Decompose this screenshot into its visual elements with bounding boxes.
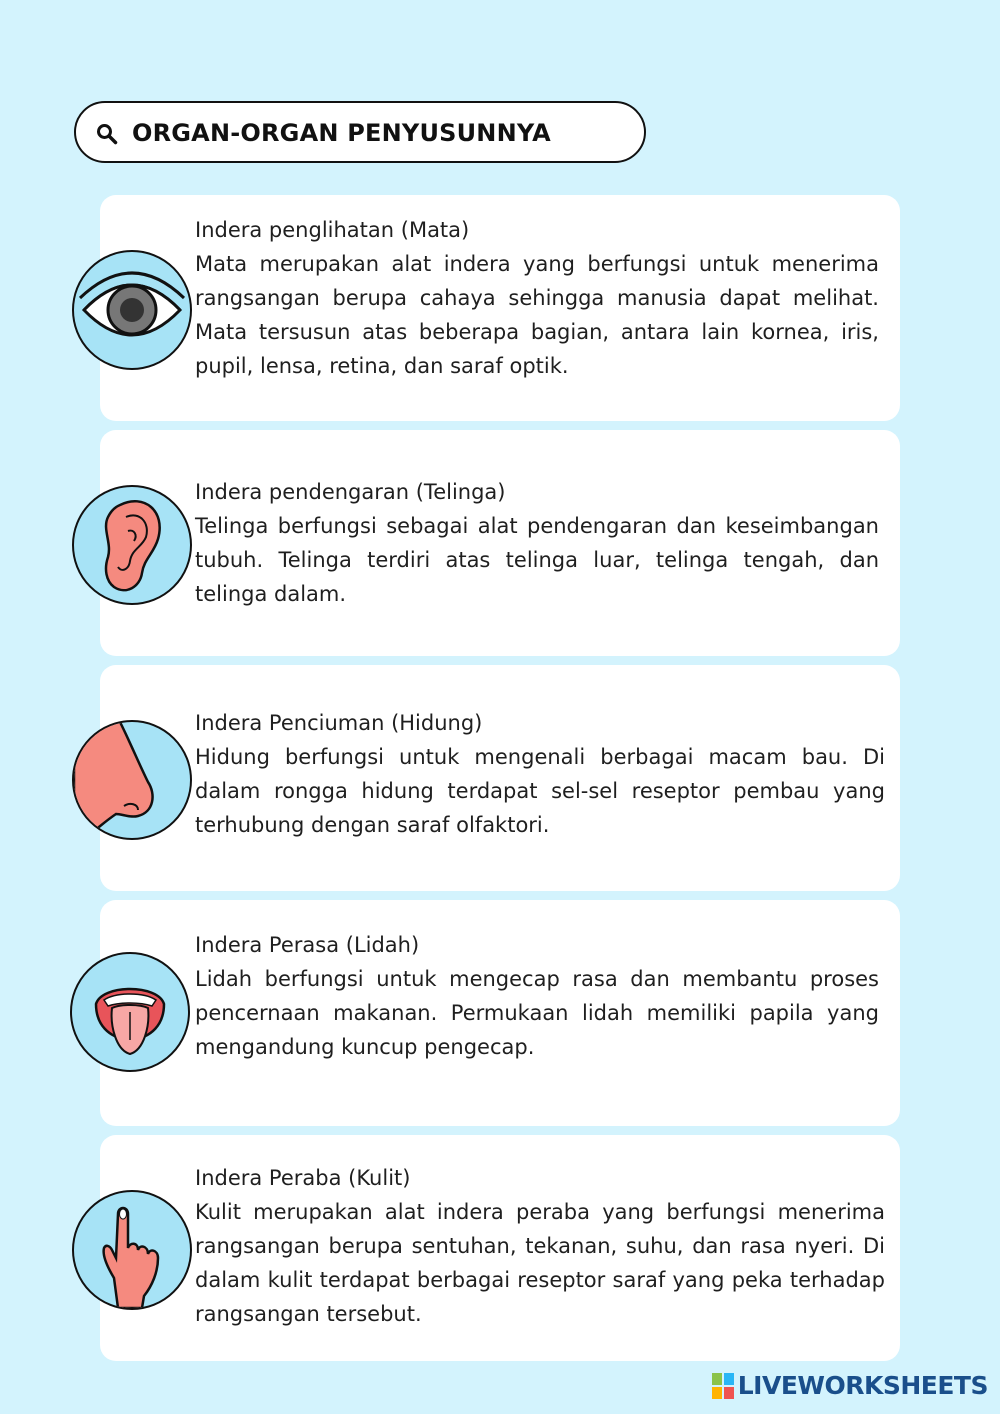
card-finger-body: Kulit merupakan alat indera peraba yang berfungsi menerima rangsangan berupa sentuhan, tekanan, suhu, dan rasa nyeri. Di dalam kulit terdapat berbagai reseptor saraf yang peka terhadap rangsangan tersebut. — [195, 1200, 885, 1326]
page-title: ORGAN-ORGAN PENYUSUNNYA — [132, 119, 551, 147]
brand-logo-mark — [712, 1373, 734, 1399]
search-icon — [96, 123, 118, 145]
section-title-pill — [74, 101, 646, 163]
card-nose-text — [195, 706, 885, 842]
ear-icon — [72, 485, 192, 605]
card-ear-heading: Indera pendengaran (Telinga) — [195, 480, 506, 504]
eye-icon — [72, 250, 192, 370]
nose-icon — [72, 720, 192, 840]
card-tongue-text — [195, 928, 879, 1064]
card-eye-body: Mata merupakan alat indera yang berfungsi untuk menerima rangsangan berupa cahaya sehingga manusia dapat melihat. Mata tersusun atas beberapa bagian, antara lain kornea, iris, pupil, lensa, retina, dan saraf optik. — [195, 252, 879, 378]
card-eye-text — [195, 213, 879, 383]
brand-name: LIVEWORKSHEETS — [737, 1371, 988, 1400]
card-nose-body: Hidung berfungsi untuk mengenali berbagai macam bau. Di dalam rongga hidung terdapat sel-sel reseptor pembau yang terhubung dengan saraf olfaktori. — [195, 745, 885, 837]
card-tongue-body: Lidah berfungsi untuk mengecap rasa dan membantu proses pencernaan makanan. Permukaan lidah memiliki papila yang mengandung kuncup pengecap. — [195, 967, 879, 1059]
brand-logo — [712, 1371, 988, 1400]
card-ear-text — [195, 475, 879, 611]
tongue-icon — [70, 952, 190, 1072]
finger-icon — [72, 1190, 192, 1310]
card-finger-text — [195, 1161, 885, 1331]
card-nose-heading: Indera Penciuman (Hidung) — [195, 711, 483, 735]
card-tongue-heading: Indera Perasa (Lidah) — [195, 933, 420, 957]
card-ear-body: Telinga berfungsi sebagai alat pendengaran dan keseimbangan tubuh. Telinga terdiri atas telinga luar, telinga tengah, dan telinga dalam. — [195, 514, 879, 606]
card-finger-heading: Indera Peraba (Kulit) — [195, 1166, 411, 1190]
card-eye-heading: Indera penglihatan (Mata) — [195, 218, 470, 242]
